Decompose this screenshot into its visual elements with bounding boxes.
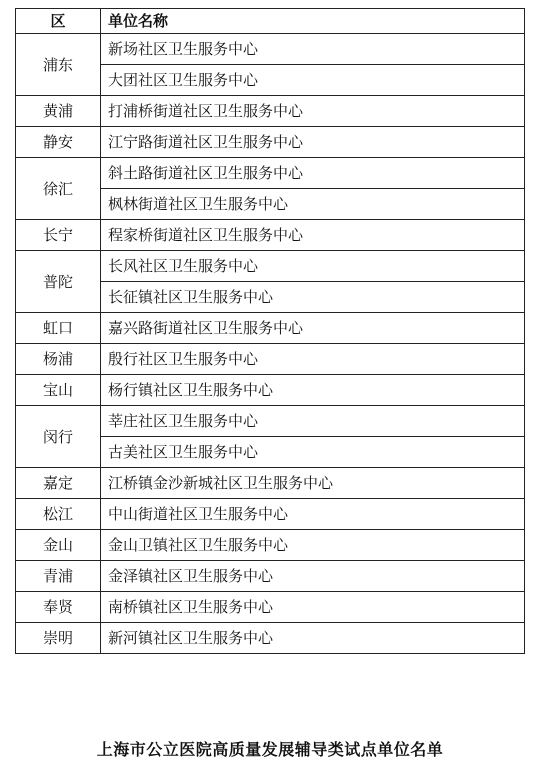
district-cell: 虹口 xyxy=(16,313,101,344)
header-district: 区 xyxy=(16,9,101,34)
table-row xyxy=(16,313,525,344)
table-row xyxy=(16,127,525,158)
unit-name-cell: 枫林街道社区卫生服务中心 xyxy=(101,189,525,220)
unit-name-cell: 杨行镇社区卫生服务中心 xyxy=(101,375,525,406)
unit-name-cell: 江宁路街道社区卫生服务中心 xyxy=(101,127,525,158)
table-row xyxy=(16,499,525,530)
unit-name-cell: 打浦桥街道社区卫生服务中心 xyxy=(101,96,525,127)
district-cell: 嘉定 xyxy=(16,468,101,499)
district-cell: 崇明 xyxy=(16,623,101,654)
unit-name-cell: 斜土路街道社区卫生服务中心 xyxy=(101,158,525,189)
unit-name-cell: 嘉兴路街道社区卫生服务中心 xyxy=(101,313,525,344)
unit-name-cell: 江桥镇金沙新城社区卫生服务中心 xyxy=(101,468,525,499)
district-cell: 长宁 xyxy=(16,220,101,251)
district-cell: 奉贤 xyxy=(16,592,101,623)
unit-name-cell: 金山卫镇社区卫生服务中心 xyxy=(101,530,525,561)
district-cell: 静安 xyxy=(16,127,101,158)
unit-name-cell: 古美社区卫生服务中心 xyxy=(101,437,525,468)
district-cell: 普陀 xyxy=(16,251,101,313)
unit-list-table xyxy=(15,8,525,654)
district-cell: 青浦 xyxy=(16,561,101,592)
district-cell: 徐汇 xyxy=(16,158,101,220)
table-row xyxy=(16,96,525,127)
table-body xyxy=(16,34,525,654)
district-cell: 杨浦 xyxy=(16,344,101,375)
district-cell: 金山 xyxy=(16,530,101,561)
unit-name-cell: 殷行社区卫生服务中心 xyxy=(101,344,525,375)
table-row xyxy=(16,530,525,561)
table-row xyxy=(16,406,525,437)
page-caption: 上海市公立医院高质量发展辅导类试点单位名单 xyxy=(96,740,444,759)
table-row xyxy=(16,158,525,189)
unit-name-cell: 莘庄社区卫生服务中心 xyxy=(101,406,525,437)
table-row xyxy=(16,220,525,251)
table-row xyxy=(16,251,525,282)
table-row xyxy=(16,468,525,499)
table-row xyxy=(16,561,525,592)
table-header-row xyxy=(16,9,525,34)
district-cell: 浦东 xyxy=(16,34,101,96)
district-cell: 宝山 xyxy=(16,375,101,406)
district-cell: 闵行 xyxy=(16,406,101,468)
table-row xyxy=(16,592,525,623)
unit-name-cell: 新河镇社区卫生服务中心 xyxy=(101,623,525,654)
unit-name-cell: 新场社区卫生服务中心 xyxy=(101,34,525,65)
unit-name-cell: 长征镇社区卫生服务中心 xyxy=(101,282,525,313)
table-row xyxy=(16,623,525,654)
table-row xyxy=(16,375,525,406)
table-row xyxy=(16,34,525,65)
unit-name-cell: 南桥镇社区卫生服务中心 xyxy=(101,592,525,623)
table-row xyxy=(16,344,525,375)
district-cell: 黄浦 xyxy=(16,96,101,127)
unit-name-cell: 金泽镇社区卫生服务中心 xyxy=(101,561,525,592)
unit-name-cell: 程家桥街道社区卫生服务中心 xyxy=(101,220,525,251)
unit-name-cell: 大团社区卫生服务中心 xyxy=(101,65,525,96)
district-cell: 松江 xyxy=(16,499,101,530)
unit-name-cell: 中山街道社区卫生服务中心 xyxy=(101,499,525,530)
unit-name-cell: 长风社区卫生服务中心 xyxy=(101,251,525,282)
header-unit-name: 单位名称 xyxy=(101,9,525,34)
